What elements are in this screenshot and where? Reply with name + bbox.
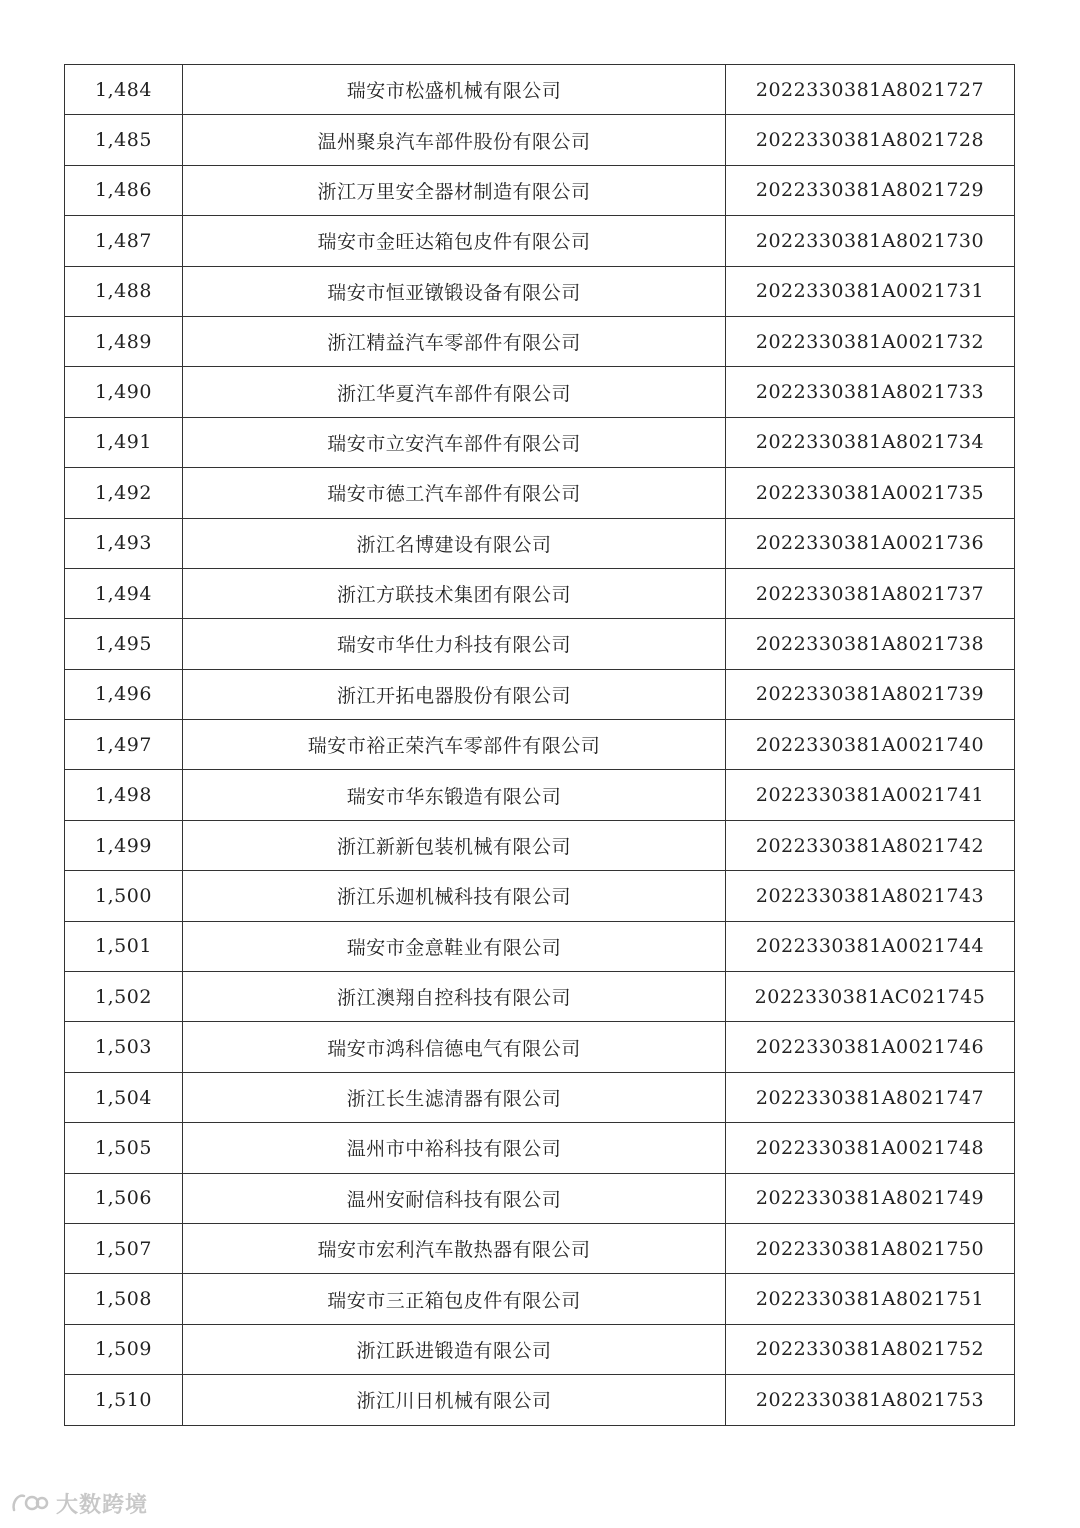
watermark bbox=[10, 1488, 148, 1518]
table-row bbox=[65, 720, 1015, 770]
table-row bbox=[65, 669, 1015, 719]
registration-code: 2022330381A8021729 bbox=[726, 165, 1015, 215]
row-number: 1,500 bbox=[65, 871, 183, 921]
row-number: 1,493 bbox=[65, 518, 183, 568]
registration-code: 2022330381A0021731 bbox=[726, 266, 1015, 316]
row-number: 1,498 bbox=[65, 770, 183, 820]
row-number: 1,497 bbox=[65, 720, 183, 770]
row-number: 1,490 bbox=[65, 367, 183, 417]
company-name: 瑞安市鸿科信德电气有限公司 bbox=[183, 1022, 726, 1072]
table-row bbox=[65, 1022, 1015, 1072]
company-name: 瑞安市松盛机械有限公司 bbox=[183, 65, 726, 115]
company-name: 温州安耐信科技有限公司 bbox=[183, 1173, 726, 1223]
table-row bbox=[65, 619, 1015, 669]
registration-code: 2022330381A8021734 bbox=[726, 417, 1015, 467]
row-number: 1,484 bbox=[65, 65, 183, 115]
company-name: 瑞安市金旺达箱包皮件有限公司 bbox=[183, 216, 726, 266]
registration-code: 2022330381A0021748 bbox=[726, 1123, 1015, 1173]
row-number: 1,492 bbox=[65, 468, 183, 518]
table-row bbox=[65, 316, 1015, 366]
row-number: 1,508 bbox=[65, 1274, 183, 1324]
row-number: 1,485 bbox=[65, 115, 183, 165]
row-number: 1,504 bbox=[65, 1072, 183, 1122]
table-row bbox=[65, 1274, 1015, 1324]
company-name: 浙江川日机械有限公司 bbox=[183, 1375, 726, 1425]
registration-code: 2022330381A8021752 bbox=[726, 1324, 1015, 1374]
row-number: 1,489 bbox=[65, 316, 183, 366]
row-number: 1,488 bbox=[65, 266, 183, 316]
registration-code: 2022330381A8021742 bbox=[726, 820, 1015, 870]
table-row bbox=[65, 65, 1015, 115]
company-name: 浙江新新包装机械有限公司 bbox=[183, 820, 726, 870]
company-list-table bbox=[64, 64, 1015, 1426]
row-number: 1,501 bbox=[65, 921, 183, 971]
table-row bbox=[65, 1072, 1015, 1122]
company-name: 浙江方联技术集团有限公司 bbox=[183, 568, 726, 618]
table-row bbox=[65, 770, 1015, 820]
registration-code: 2022330381A8021750 bbox=[726, 1223, 1015, 1273]
table-row bbox=[65, 165, 1015, 215]
row-number: 1,496 bbox=[65, 669, 183, 719]
registration-code: 2022330381AC021745 bbox=[726, 972, 1015, 1022]
company-name: 瑞安市金意鞋业有限公司 bbox=[183, 921, 726, 971]
registration-code: 2022330381A8021730 bbox=[726, 216, 1015, 266]
registration-code: 2022330381A8021749 bbox=[726, 1173, 1015, 1223]
registration-code: 2022330381A0021744 bbox=[726, 921, 1015, 971]
table-row bbox=[65, 417, 1015, 467]
table-row bbox=[65, 820, 1015, 870]
row-number: 1,487 bbox=[65, 216, 183, 266]
registration-code: 2022330381A8021733 bbox=[726, 367, 1015, 417]
company-name: 瑞安市恒亚镦锻设备有限公司 bbox=[183, 266, 726, 316]
company-name: 瑞安市立安汽车部件有限公司 bbox=[183, 417, 726, 467]
table-row bbox=[65, 568, 1015, 618]
row-number: 1,491 bbox=[65, 417, 183, 467]
registration-code: 2022330381A8021739 bbox=[726, 669, 1015, 719]
table-row bbox=[65, 1173, 1015, 1223]
company-name: 浙江跃进锻造有限公司 bbox=[183, 1324, 726, 1374]
registration-code: 2022330381A8021751 bbox=[726, 1274, 1015, 1324]
table-row bbox=[65, 1223, 1015, 1273]
company-name: 浙江华夏汽车部件有限公司 bbox=[183, 367, 726, 417]
company-name: 浙江澳翔自控科技有限公司 bbox=[183, 972, 726, 1022]
table-row bbox=[65, 871, 1015, 921]
table-row bbox=[65, 367, 1015, 417]
watermark-text: 大数跨境 bbox=[56, 1492, 149, 1518]
company-name: 瑞安市三正箱包皮件有限公司 bbox=[183, 1274, 726, 1324]
company-name: 温州市中裕科技有限公司 bbox=[183, 1123, 726, 1173]
registration-code: 2022330381A0021746 bbox=[726, 1022, 1015, 1072]
company-name: 浙江名博建设有限公司 bbox=[183, 518, 726, 568]
company-name: 浙江乐迦机械科技有限公司 bbox=[183, 871, 726, 921]
registration-code: 2022330381A8021728 bbox=[726, 115, 1015, 165]
row-number: 1,507 bbox=[65, 1223, 183, 1273]
table-row bbox=[65, 468, 1015, 518]
table-row bbox=[65, 115, 1015, 165]
company-name: 瑞安市华仕力科技有限公司 bbox=[183, 619, 726, 669]
table-row bbox=[65, 1324, 1015, 1374]
row-number: 1,502 bbox=[65, 972, 183, 1022]
table-row bbox=[65, 518, 1015, 568]
company-name: 温州聚泉汽车部件股份有限公司 bbox=[183, 115, 726, 165]
table-body bbox=[65, 65, 1015, 1426]
table-row bbox=[65, 972, 1015, 1022]
registration-code: 2022330381A0021735 bbox=[726, 468, 1015, 518]
row-number: 1,503 bbox=[65, 1022, 183, 1072]
registration-code: 2022330381A0021736 bbox=[726, 518, 1015, 568]
registration-code: 2022330381A8021737 bbox=[726, 568, 1015, 618]
registration-code: 2022330381A0021740 bbox=[726, 720, 1015, 770]
row-number: 1,509 bbox=[65, 1324, 183, 1374]
registration-code: 2022330381A8021738 bbox=[726, 619, 1015, 669]
company-name: 瑞安市华东锻造有限公司 bbox=[183, 770, 726, 820]
company-name: 浙江开拓电器股份有限公司 bbox=[183, 669, 726, 719]
table-row bbox=[65, 266, 1015, 316]
row-number: 1,510 bbox=[65, 1375, 183, 1425]
brand-logo-icon bbox=[10, 1490, 50, 1516]
company-name: 瑞安市宏利汽车散热器有限公司 bbox=[183, 1223, 726, 1273]
registration-code: 2022330381A8021753 bbox=[726, 1375, 1015, 1425]
registration-code: 2022330381A0021732 bbox=[726, 316, 1015, 366]
registration-code: 2022330381A8021747 bbox=[726, 1072, 1015, 1122]
company-name: 瑞安市裕正荣汽车零部件有限公司 bbox=[183, 720, 726, 770]
company-name: 浙江精益汽车零部件有限公司 bbox=[183, 316, 726, 366]
row-number: 1,505 bbox=[65, 1123, 183, 1173]
company-name: 浙江万里安全器材制造有限公司 bbox=[183, 165, 726, 215]
table-row bbox=[65, 1123, 1015, 1173]
company-name: 浙江长生滤清器有限公司 bbox=[183, 1072, 726, 1122]
row-number: 1,506 bbox=[65, 1173, 183, 1223]
registration-code: 2022330381A8021727 bbox=[726, 65, 1015, 115]
registration-code: 2022330381A0021741 bbox=[726, 770, 1015, 820]
row-number: 1,494 bbox=[65, 568, 183, 618]
company-name: 瑞安市德工汽车部件有限公司 bbox=[183, 468, 726, 518]
row-number: 1,495 bbox=[65, 619, 183, 669]
row-number: 1,499 bbox=[65, 820, 183, 870]
table-row bbox=[65, 921, 1015, 971]
registration-code: 2022330381A8021743 bbox=[726, 871, 1015, 921]
row-number: 1,486 bbox=[65, 165, 183, 215]
table-row bbox=[65, 216, 1015, 266]
table-row bbox=[65, 1375, 1015, 1425]
